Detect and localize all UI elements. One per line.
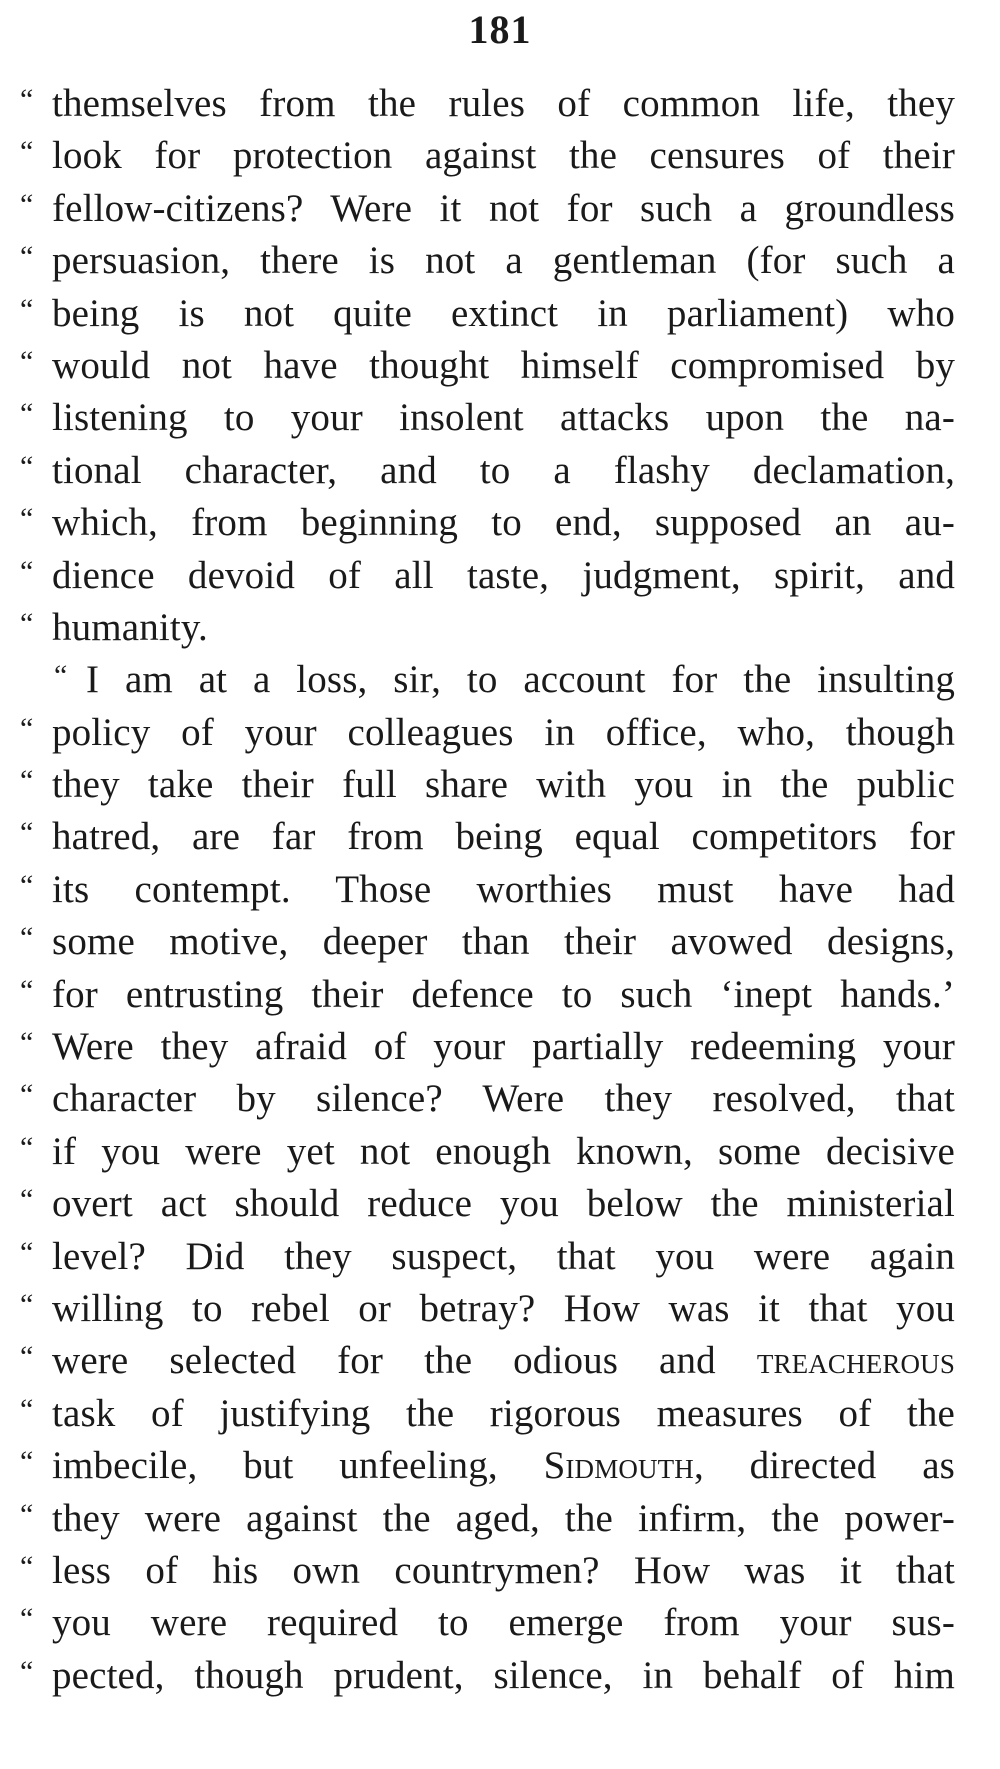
quote-mark: “ — [20, 1026, 34, 1060]
text-line: “ less of his own countrymen? How was it that — [20, 1545, 955, 1597]
text-line: “ would not have thought himself compromised by — [20, 340, 955, 392]
text-line: “ dience devoid of all taste, judgment, spirit, and — [20, 550, 955, 602]
text-line: “ you were required to emerge from your sus- — [20, 1597, 955, 1649]
quote-mark: “ — [20, 1287, 34, 1321]
small-caps-word: treacherous — [756, 1339, 955, 1383]
quote-mark: “ — [20, 1497, 34, 1531]
quote-mark: “ — [20, 1445, 34, 1479]
page-number: 181 — [468, 7, 532, 52]
quote-mark: “ — [20, 1340, 34, 1374]
quote-mark: “ — [20, 1078, 34, 1112]
quote-mark: “ — [20, 711, 34, 745]
text-line: “ themselves from the rules of common life, they — [20, 78, 955, 130]
body-text — [20, 78, 955, 1702]
quote-mark: “ — [20, 921, 34, 955]
quote-mark: “ — [20, 135, 34, 169]
quote-mark: “ — [20, 397, 34, 431]
text-line: “ Were they afraid of your partially redeeming your — [20, 1021, 955, 1073]
quote-mark: “ — [20, 449, 34, 483]
text-line: “ hatred, are far from being equal competitors for — [20, 811, 955, 863]
quote-mark: “ — [20, 1183, 34, 1217]
text-line: “ fellow-citizens? Were it not for such a groundless — [20, 183, 955, 235]
text-line: “ pected, though prudent, silence, in behalf of him — [20, 1650, 955, 1702]
text-line: “ policy of your colleagues in office, who, though — [20, 707, 955, 759]
quote-mark: “ — [20, 868, 34, 902]
text-line: “ humanity. — [20, 602, 955, 654]
quote-mark: “ — [20, 1235, 34, 1269]
quote-mark: “ — [20, 1392, 34, 1426]
text-line: “ listening to your insolent attacks upon the na- — [20, 392, 955, 444]
text-line: “ imbecile, but unfeeling, Sidmouth, directed as — [20, 1440, 955, 1492]
quote-mark: “ — [20, 1549, 34, 1583]
text-line: “ willing to rebel or betray? How was it that you — [20, 1283, 955, 1335]
text-line: “ task of justifying the rigorous measures of the — [20, 1388, 955, 1440]
quote-mark: “ — [20, 764, 34, 798]
quote-mark: “ — [20, 816, 34, 850]
quote-mark: “ — [20, 292, 34, 326]
quote-mark: “ — [20, 554, 34, 588]
paragraph-start-line: “ I am at a loss, sir, to account for the insulting — [20, 654, 955, 706]
text-line: “ its contempt. Those worthies must have had — [20, 864, 955, 916]
quote-mark: “ — [20, 502, 34, 536]
quote-mark: “ — [20, 1130, 34, 1164]
text-line: “ level? Did they suspect, that you were again — [20, 1231, 955, 1283]
quote-mark: “ — [20, 606, 34, 640]
text-line: “ which, from beginning to end, supposed an au- — [20, 497, 955, 549]
quote-mark: “ — [20, 83, 34, 116]
text-line: “ for entrusting their defence to such ‘inept hands.’ — [20, 969, 955, 1021]
text-line: “ were selected for the odious and treacherous — [20, 1335, 955, 1387]
small-caps-name: Sidmouth — [543, 1444, 694, 1488]
text-line: “ they take their full share with you in the public — [20, 759, 955, 811]
text-line: “ look for protection against the censures of their — [20, 130, 955, 182]
text-line: “ overt act should reduce you below the ministerial — [20, 1178, 955, 1230]
text-line: “ some motive, deeper than their avowed designs, — [20, 916, 955, 968]
text-line: “ tional character, and to a flashy declamation, — [20, 445, 955, 497]
text-line: “ character by silence? Were they resolved, that — [20, 1073, 955, 1125]
quote-mark: “ — [20, 973, 34, 1007]
quote-mark: “ — [20, 240, 34, 274]
quote-mark: “ — [20, 344, 34, 378]
text-line: “ persuasion, there is not a gentleman (for such a — [20, 235, 955, 287]
text-line: “ if you were yet not enough known, some decisive — [20, 1126, 955, 1178]
text-line: “ they were against the aged, the infirm, the power- — [20, 1493, 955, 1545]
quote-mark: “ — [20, 187, 34, 221]
quote-mark: “ — [20, 1654, 34, 1688]
quote-mark: “ — [54, 659, 68, 693]
text-line: “ being is not quite extinct in parliament) who — [20, 288, 955, 340]
quote-mark: “ — [20, 1602, 34, 1636]
